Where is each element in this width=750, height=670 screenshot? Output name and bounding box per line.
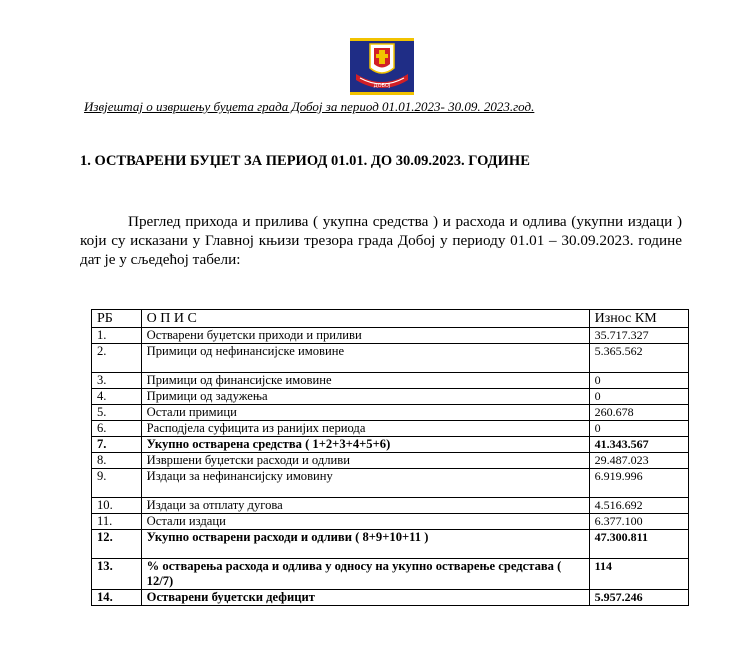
- table-row-total: [92, 559, 689, 590]
- intro-paragraph: Преглед прихода и прилива ( укупна средства ) и расхода и одлива (укупни издаци ) који су исказани у Главној књизи трезора града Добој у периоду 01.01 – 30.09.2023. године дат је у сљедећој табели:: [80, 213, 682, 268]
- city-coat-of-arms-logo: [350, 38, 414, 95]
- table-row: [92, 421, 689, 437]
- row-amount: 6.919.996: [589, 469, 688, 498]
- row-description: Остварени буџетски приходи и приливи: [141, 328, 589, 344]
- row-number: 9.: [92, 469, 142, 498]
- table-row-total: [92, 530, 689, 559]
- table-header-row: [92, 310, 689, 328]
- row-number: 7.: [92, 437, 142, 453]
- row-amount: 5.957.246: [589, 590, 688, 606]
- table-row: [92, 373, 689, 389]
- row-number: 8.: [92, 453, 142, 469]
- row-description: Примици од задужења: [141, 389, 589, 405]
- svg-text:ДОБОЈ: ДОБОЈ: [373, 83, 391, 89]
- row-description: Остварени буџетски дефицит: [141, 590, 589, 606]
- row-description: Примици од нефинансијске имовине: [141, 344, 589, 373]
- table-row: [92, 405, 689, 421]
- table-row: [92, 514, 689, 530]
- row-description: Издаци за нефинансијску имовину: [141, 469, 589, 498]
- column-header-rb: РБ: [92, 310, 142, 328]
- row-description: Остали издаци: [141, 514, 589, 530]
- row-amount: 114: [589, 559, 688, 590]
- row-description: Извршени буџетски расходи и одливи: [141, 453, 589, 469]
- table-row: [92, 389, 689, 405]
- row-description: Укупно остварени расходи и одливи ( 8+9+10+11 ): [141, 530, 589, 559]
- row-amount: 0: [589, 373, 688, 389]
- column-header-amount: Износ КМ: [589, 310, 688, 328]
- row-number: 5.: [92, 405, 142, 421]
- table-row-total: [92, 437, 689, 453]
- row-amount: 4.516.692: [589, 498, 688, 514]
- row-number: 10.: [92, 498, 142, 514]
- row-amount: 0: [589, 421, 688, 437]
- table-row: [92, 328, 689, 344]
- row-amount: 41.343.567: [589, 437, 688, 453]
- table-row: [92, 453, 689, 469]
- row-amount: 6.377.100: [589, 514, 688, 530]
- row-amount: 29.487.023: [589, 453, 688, 469]
- row-number: 12.: [92, 530, 142, 559]
- row-number: 1.: [92, 328, 142, 344]
- coat-of-arms-icon: [350, 38, 414, 95]
- row-number: 3.: [92, 373, 142, 389]
- row-amount: 47.300.811: [589, 530, 688, 559]
- row-number: 2.: [92, 344, 142, 373]
- row-description: Примици од финансијске имовине: [141, 373, 589, 389]
- row-description: % остварења расхода и одлива у односу на укупно остварење средстава ( 12/7): [141, 559, 589, 590]
- row-description: Издаци за отплату дугова: [141, 498, 589, 514]
- report-title: Извјештај о извршењу буџета града Добој за период 01.01.2023- 30.09. 2023.год.: [84, 99, 535, 114]
- row-number: 11.: [92, 514, 142, 530]
- table-row-total: [92, 590, 689, 606]
- budget-table: [91, 309, 689, 606]
- row-number: 14.: [92, 590, 142, 606]
- row-description: Расподјела суфицита из ранијих периода: [141, 421, 589, 437]
- row-amount: 0: [589, 389, 688, 405]
- table-row: [92, 469, 689, 498]
- table-row: [92, 498, 689, 514]
- row-number: 4.: [92, 389, 142, 405]
- row-amount: 260.678: [589, 405, 688, 421]
- row-amount: 35.717.327: [589, 328, 688, 344]
- row-amount: 5.365.562: [589, 344, 688, 373]
- row-description: Остали примици: [141, 405, 589, 421]
- row-number: 6.: [92, 421, 142, 437]
- table-row: [92, 344, 689, 373]
- column-header-description: О П И С: [141, 310, 589, 328]
- row-description: Укупно остварена средства ( 1+2+3+4+5+6): [141, 437, 589, 453]
- row-number: 13.: [92, 559, 142, 590]
- section-heading: 1. ОСТВАРЕНИ БУЏЕТ ЗА ПЕРИОД 01.01. ДО 30.09.2023. ГОДИНЕ: [80, 153, 530, 169]
